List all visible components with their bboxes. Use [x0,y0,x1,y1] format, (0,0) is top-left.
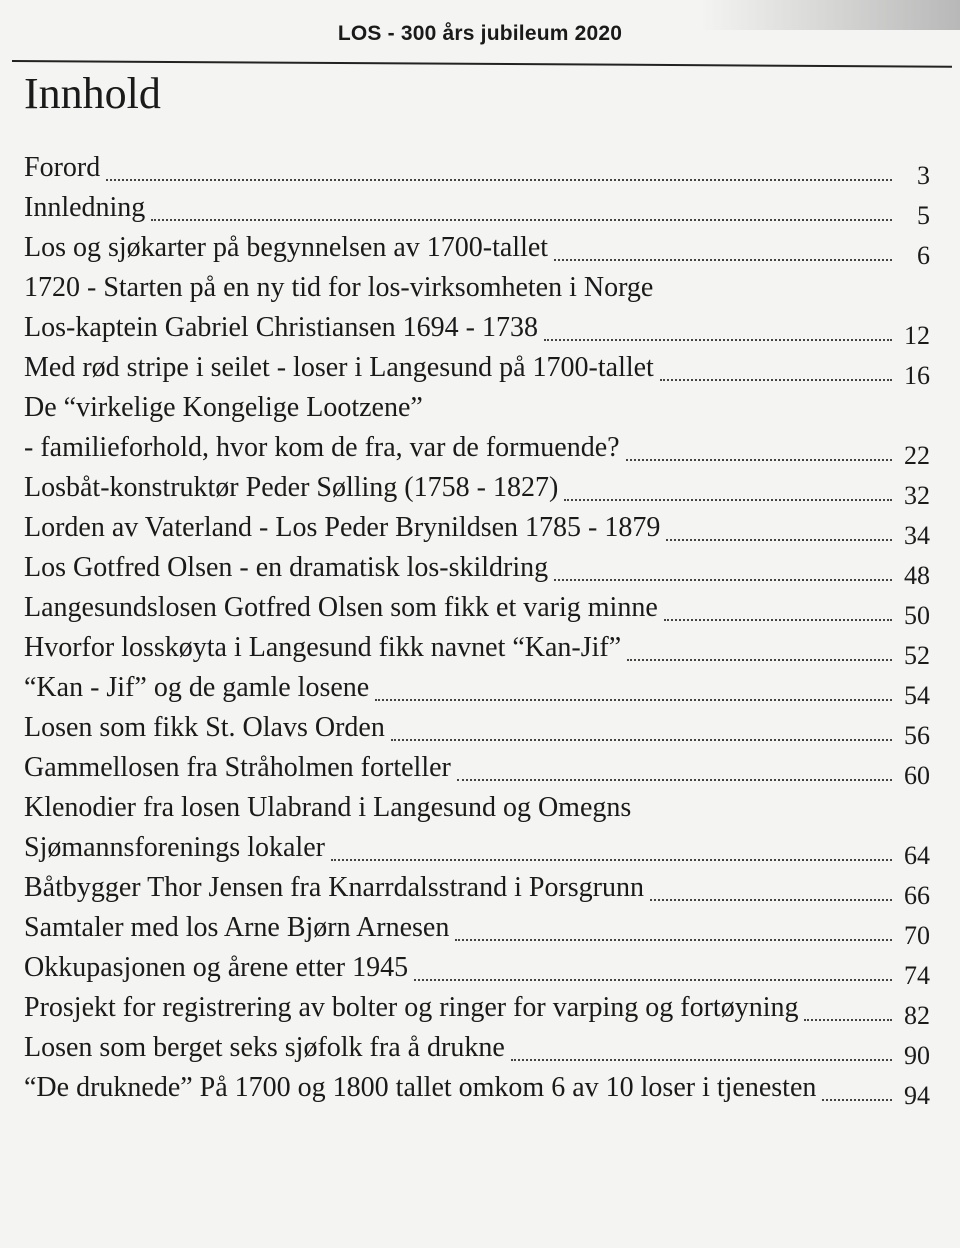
dot-leader [511,1059,892,1061]
toc-page-number: 48 [904,561,930,590]
toc-page-number: 16 [904,361,930,390]
toc-entry-line [24,948,930,988]
toc-page-number: 70 [904,921,930,950]
toc-entry [24,1028,930,1068]
toc-entry-title: 1720 - Starten på en ny tid for los-virksomheten i Norge [24,272,654,303]
dot-leader [554,579,892,581]
toc-entry [24,148,930,188]
toc-page-number: 90 [904,1041,930,1070]
header-rule [12,60,952,68]
toc-entry [24,348,930,388]
toc-entry-title: Lorden av Vaterland - Los Peder Brynildsen 1785 - 1879 [24,512,661,543]
running-header: LOS - 300 års jubileum 2020 [337,22,623,45]
toc-page-number: 50 [904,601,930,630]
toc-entry-line [24,788,930,828]
toc-entry-line [24,148,930,188]
toc-entry-line [24,668,930,708]
toc-entry [24,628,930,668]
dot-leader [151,219,892,221]
toc-entry-title: Samtaler med los Arne Bjørn Arnesen [24,912,450,943]
toc-entry-line [24,828,930,868]
toc-entry-line [24,388,930,428]
toc-entry-title: Los og sjøkarter på begynnelsen av 1700-tallet [24,232,549,263]
dot-leader [666,539,892,541]
toc-entry-title: Hvorfor losskøyta i Langesund fikk navnet “Kan-Jif” [24,632,622,663]
dot-leader [650,899,892,901]
toc-page-number: 34 [904,521,930,550]
toc-entry-title: Sjømannsforenings lokaler [24,832,325,863]
toc-entry [24,708,930,748]
toc-page-number: 6 [917,241,930,270]
toc-entry-title: Okkupasjonen og årene etter 1945 [24,952,409,983]
toc-entry-title: Innledning [24,192,146,223]
toc-page-number: 66 [904,881,930,910]
toc-entry-title: Gammellosen fra Stråholmen forteller [24,752,451,783]
dot-leader [414,979,892,981]
dot-leader [660,379,892,381]
toc-page-number: 56 [904,721,930,750]
toc-entry [24,748,930,788]
toc-entry-title: “De druknede” På 1700 og 1800 tallet omkom 6 av 10 loser i tjenesten [24,1072,817,1103]
toc-entry-title: Losen som fikk St. Olavs Orden [24,712,385,743]
toc-entry-line [24,508,930,548]
toc-entry-title: Langesundslosen Gotfred Olsen som fikk et varig minne [24,592,658,623]
toc-entry-title: Med rød stripe i seilet - loser i Langesund på 1700-tallet [24,352,654,383]
dot-leader [664,619,892,621]
toc-entry-line [24,468,930,508]
toc-entry-line [24,188,930,228]
toc-page-number: 74 [904,961,930,990]
dot-leader [822,1099,892,1101]
toc-page-number: 60 [904,761,930,790]
toc-entry-line [24,1028,930,1068]
toc-entry [24,988,930,1028]
toc-entry-line [24,228,930,268]
toc-entry-title: Forord [24,152,101,183]
toc-entry [24,1068,930,1108]
toc-entry-line [24,548,930,588]
toc-entry-line [24,708,930,748]
toc-entry-title: Los Gotfred Olsen - en dramatisk los-skildring [24,552,549,583]
toc-entry [24,508,930,548]
toc-entry-line [24,988,930,1028]
toc-entry-title: Prosjekt for registrering av bolter og ringer for varping og fortøyning [24,992,799,1023]
dot-leader [391,739,892,741]
dot-leader [455,939,892,941]
toc-page-number: 5 [917,201,930,230]
toc-entry [24,868,930,908]
toc-entry-line [24,348,930,388]
toc-entry-line [24,628,930,668]
toc-entry-line [24,868,930,908]
toc-entry-line [24,748,930,788]
dot-leader [106,179,892,181]
toc-entry-line [24,1068,930,1108]
dot-leader [375,699,892,701]
toc-entry-line [24,428,930,468]
toc-page-number: 12 [904,321,930,350]
toc-page-number: 94 [904,1081,930,1110]
toc-page-number: 82 [904,1001,930,1030]
toc-entry [24,788,930,868]
dot-leader [627,659,892,661]
dot-leader [804,1019,892,1021]
dot-leader [544,339,892,341]
table-of-contents [24,148,930,1108]
toc-entry [24,548,930,588]
toc-page-number: 64 [904,841,930,870]
dot-leader [564,499,892,501]
toc-page-number: 32 [904,481,930,510]
toc-entry [24,268,930,348]
toc-entry-line [24,308,930,348]
toc-page-number: 54 [904,681,930,710]
toc-entry-title: Losen som berget seks sjøfolk fra å drukne [24,1032,505,1063]
toc-entry-title: Båtbygger Thor Jensen fra Knarrdalsstrand i Porsgrunn [24,872,645,903]
toc-page-number: 3 [917,161,930,190]
toc-page-number: 22 [904,441,930,470]
toc-entry-title: - familieforhold, hvor kom de fra, var de formuende? [24,432,620,463]
toc-entry [24,588,930,628]
page-title: Innhold [24,69,161,118]
toc-entry [24,468,930,508]
toc-entry [24,228,930,268]
toc-entry [24,388,930,468]
toc-entry [24,908,930,948]
dot-leader [554,259,892,261]
toc-entry-title: Losbåt-konstruktør Peder Sølling (1758 - 1827) [24,472,559,503]
toc-entry [24,188,930,228]
toc-entry-line [24,588,930,628]
toc-entry-title: “Kan - Jif” og de gamle losene [24,672,370,703]
toc-entry [24,668,930,708]
toc-entry-title: Los-kaptein Gabriel Christiansen 1694 - 1738 [24,312,539,343]
toc-entry-line [24,268,930,308]
toc-entry-title: Klenodier fra losen Ulabrand i Langesund og Omegns [24,792,632,823]
dot-leader [331,859,892,861]
toc-entry-line [24,908,930,948]
dot-leader [457,779,892,781]
toc-entry [24,948,930,988]
toc-entry-title: De “virkelige Kongelige Lootzene” [24,392,423,423]
dot-leader [626,459,892,461]
toc-page-number: 52 [904,641,930,670]
